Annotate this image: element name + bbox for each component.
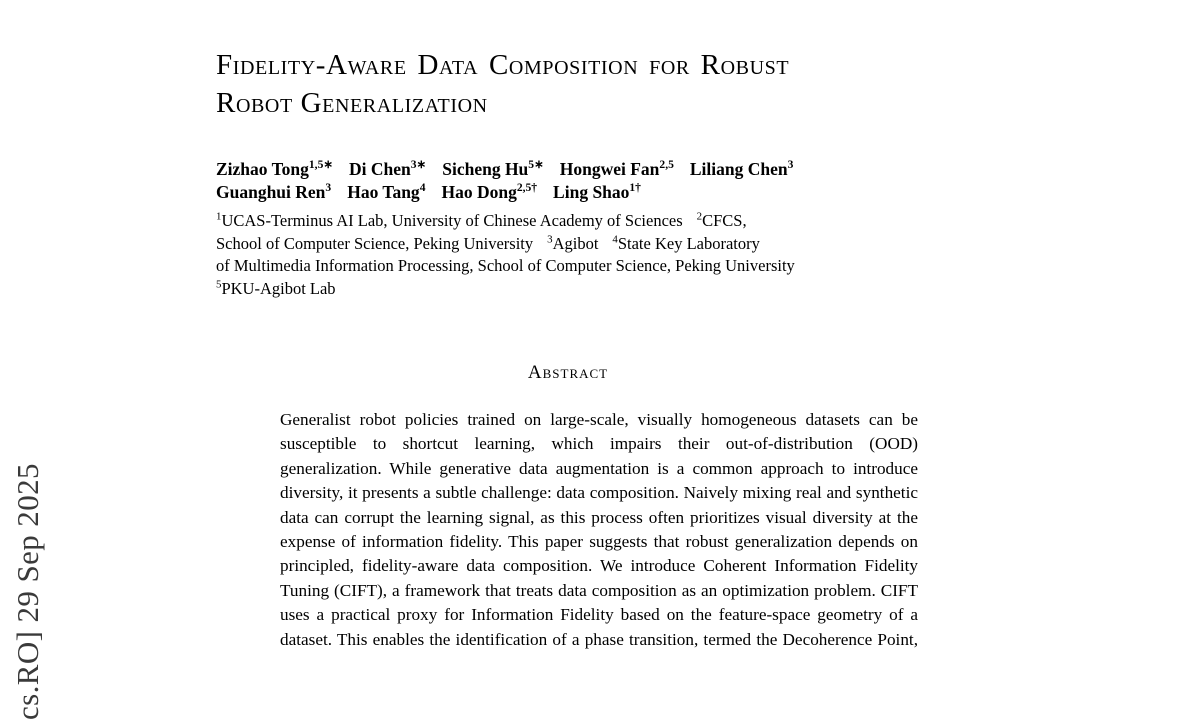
author-name: Di Chen (349, 159, 411, 179)
paper-title-line-2: Robot Generalization (216, 87, 488, 119)
author-list (216, 158, 920, 204)
paper-title (216, 46, 920, 122)
author-affiliation-marker: 1,5∗ (308, 159, 334, 172)
abstract-body (280, 408, 918, 652)
author-affiliation-marker: 3∗ (410, 159, 427, 172)
author-name: Hao Dong (441, 182, 517, 202)
author-name: Sicheng Hu (442, 159, 529, 179)
author-name: Ling Shao (553, 182, 630, 202)
affiliation-marker: 5 (216, 278, 222, 290)
paper-content (216, 0, 920, 652)
abstract-heading: Abstract (527, 362, 609, 383)
paper-title-line-1: Fidelity-Aware Data Composition for Robust (216, 49, 790, 81)
author-affiliation-marker: 2,5† (516, 182, 538, 195)
author-row-2 (216, 181, 920, 204)
affiliation-marker: 2 (696, 210, 703, 223)
affiliation-text: School of Computer Science, Peking University (216, 233, 534, 253)
affiliation-line-2 (216, 233, 920, 256)
author-name: Hao Tang (347, 182, 420, 202)
author-name: Liliang Chen (689, 159, 788, 179)
affiliation-line-4 (216, 278, 920, 301)
affiliation-marker: 3 (547, 233, 553, 245)
author-name: Guanghui Ren (216, 182, 326, 202)
author-affiliation-marker: 1† (629, 182, 641, 195)
affiliation-text: CFCS, (702, 211, 747, 230)
author-affiliation-marker: 2,5 (659, 159, 674, 172)
author-name: Hongwei Fan (559, 159, 660, 179)
author-affiliation-marker: 5∗ (528, 159, 544, 172)
author-affiliation-marker: 3 (325, 182, 332, 195)
affiliation-marker: 1 (216, 210, 222, 223)
affiliation-marker: 4 (612, 233, 618, 245)
author-affiliation-marker: 4 (419, 182, 426, 195)
affiliation-text: of Multimedia Information Processing, School of Computer Science, Peking University (216, 256, 795, 275)
affiliation-text: Agibot (552, 233, 599, 253)
author-name: Zizhao Tong (216, 159, 309, 179)
author-affiliation-marker: 3 (787, 159, 794, 172)
author-row-1 (216, 158, 920, 181)
affiliation-line-3 (216, 255, 920, 278)
affiliation-text: State Key Laboratory (617, 233, 760, 253)
affiliation-text: UCAS-Terminus AI Lab, University of Chinese Academy of Sciences (221, 211, 683, 230)
affiliation-line-1 (216, 210, 920, 233)
abstract-paragraph: Generalist robot policies trained on large-scale, visually homogeneous datasets can be susceptible to shortcut learning, which impairs their out-of-distribution (OOD) generalization. While generative data augmentation is a common approach to introduce diversity, it presents a subtle challenge: data composition. Naively mixing real and synthetic data can corrupt the learning signal, as this process often prioritizes visual diversity at the expense of information fidelity. This paper suggests that robust generalization depends on principled, fidelity-aware data composition. We introduce Coherent Information Fidelity Tuning (CIFT), a framework that treats data composition as an optimization problem. CIFT uses a practical proxy for Information Fidelity based on the feature-space geometry of a dataset. This enables the identification of a phase transition, termed the Decoherence Point, (280, 410, 918, 649)
affiliation-text: PKU-Agibot Lab (221, 278, 336, 298)
affiliation-block (216, 210, 920, 300)
arxiv-identifier-stamp: cs.RO] 29 Sep 2025 (10, 463, 45, 720)
